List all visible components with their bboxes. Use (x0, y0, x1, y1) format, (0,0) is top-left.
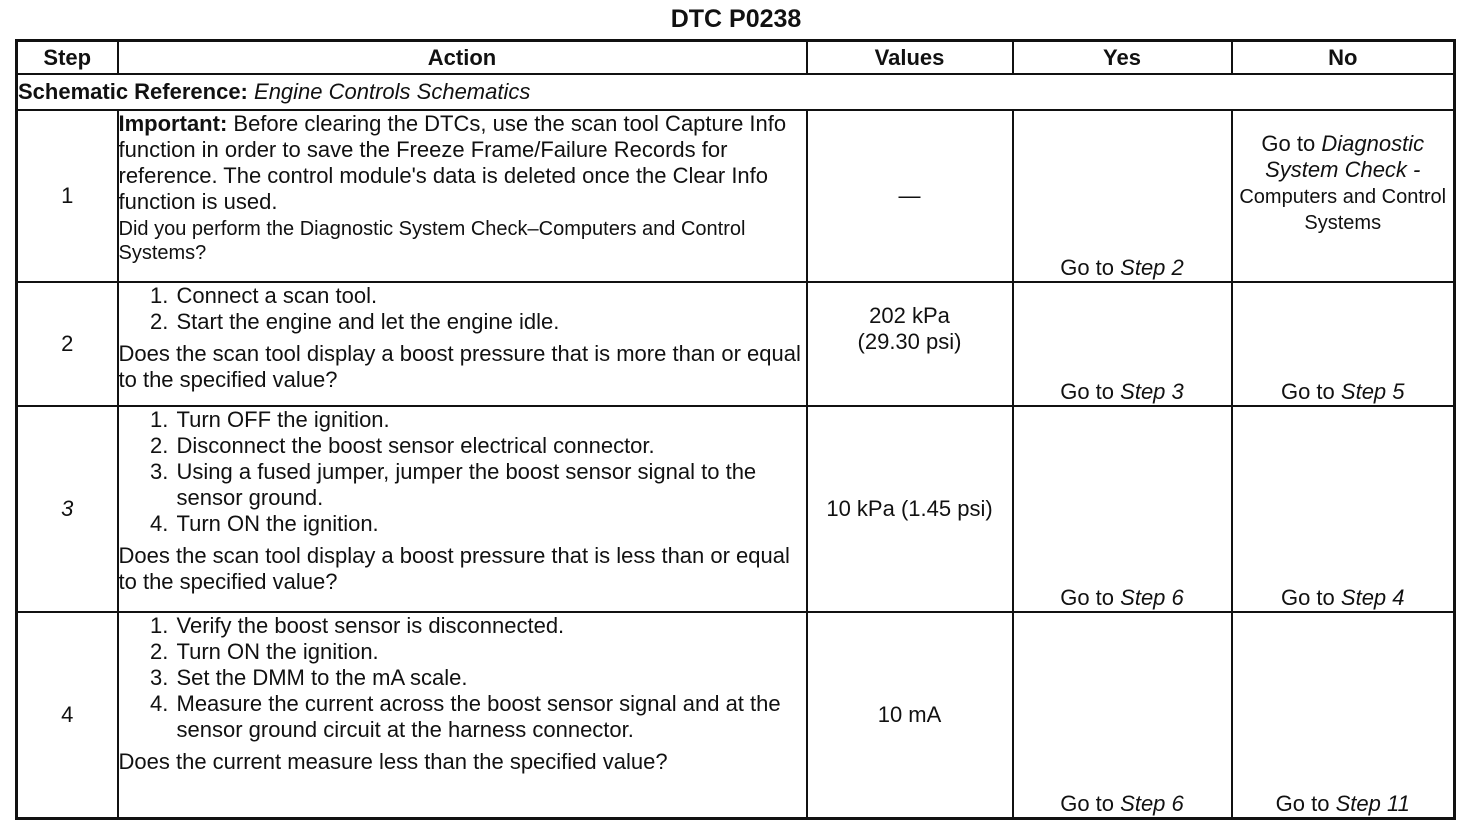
no-prefix: Go to (1261, 131, 1316, 156)
yes-link[interactable]: Step 6 (1120, 585, 1184, 610)
schematic-reference (17, 74, 1455, 110)
procedure-list (119, 613, 806, 743)
question: Does the scan tool display a boost pressure that is more than or equal to the specified value? (118, 341, 801, 392)
list-item: 2. Start the engine and let the engine idle. (175, 309, 806, 335)
values-cell: 10 kPa (1.45 psi) (807, 406, 1013, 612)
list-item: 2. Turn ON the ignition. (175, 639, 806, 665)
diagnostic-table (15, 39, 1456, 820)
list-item: 4. Measure the current across the boost sensor signal and at the sensor ground circuit at the harness connector. (175, 691, 806, 743)
values-cell: — (807, 110, 1013, 282)
yes-link[interactable]: Step 3 (1120, 379, 1184, 404)
values-cell: 10 mA (807, 612, 1013, 818)
yes-cell[interactable] (1013, 110, 1232, 282)
schematic-label: Schematic Reference: (18, 79, 248, 104)
no-prefix: Go to (1280, 585, 1335, 610)
yes-link[interactable]: Step 6 (1120, 790, 1184, 816)
question: Does the scan tool display a boost pressure that is less than or equal to the specified value? (118, 543, 790, 594)
important-note (119, 111, 806, 215)
schematic-link[interactable]: Engine Controls Schematics (254, 79, 531, 104)
step-number: 1 (17, 110, 118, 282)
step-number: 3 (17, 406, 118, 612)
yes-prefix: Go to (1060, 255, 1115, 280)
action-cell (118, 282, 807, 406)
no-link[interactable]: Step 5 (1340, 379, 1405, 404)
values-cell (807, 282, 1013, 406)
table-row (17, 110, 1455, 282)
action-cell (118, 612, 807, 818)
important-text: Before clearing the DTCs, use the scan tool Capture Info function in order to save the Freeze Frame/Failure Records for reference. The control module's data is deleted once the Clear Info function is used. (118, 111, 787, 214)
no-link[interactable]: Step 11 (1335, 790, 1410, 816)
no-cell[interactable] (1232, 612, 1455, 818)
header-row (17, 41, 1455, 75)
step-number: 4 (17, 612, 118, 818)
table-row (17, 282, 1455, 406)
no-link[interactable]: Step 4 (1340, 585, 1405, 610)
procedure-list (119, 283, 806, 335)
value-line: 202 kPa (869, 303, 950, 328)
list-item: 4. Turn ON the ignition. (175, 511, 806, 537)
no-cell[interactable] (1232, 110, 1455, 282)
yes-cell[interactable] (1013, 612, 1232, 818)
header-step: Step (17, 41, 118, 75)
yes-prefix: Go to (1060, 585, 1115, 610)
value-line: (29.30 psi) (857, 329, 962, 354)
important-label: Important: (118, 111, 228, 136)
table-row (17, 406, 1455, 612)
header-values: Values (807, 41, 1013, 75)
header-yes: Yes (1013, 41, 1232, 75)
list-item: 1. Turn OFF the ignition. (175, 407, 806, 433)
yes-cell[interactable] (1013, 282, 1232, 406)
no-suffix: Computers and Control Systems (1239, 186, 1447, 234)
header-action: Action (118, 41, 807, 75)
table-row (17, 612, 1455, 818)
no-prefix: Go to (1275, 790, 1330, 816)
procedure-list (119, 407, 806, 537)
page-title: DTC P0238 (670, 5, 802, 33)
schematic-row (17, 74, 1455, 110)
action-cell (118, 406, 807, 612)
list-item: 2. Disconnect the boost sensor electrical connector. (175, 433, 806, 459)
question: Did you perform the Diagnostic System Check–Computers and Control Systems? (118, 218, 746, 264)
yes-link[interactable]: Step 2 (1120, 255, 1184, 280)
header-no: No (1232, 41, 1455, 75)
action-cell (118, 110, 807, 282)
list-item: 3. Using a fused jumper, jumper the boost sensor signal to the sensor ground. (175, 459, 806, 511)
list-item: 1. Connect a scan tool. (175, 283, 806, 309)
no-link[interactable]: Diagnostic System Check - (1265, 131, 1425, 182)
no-prefix: Go to (1280, 379, 1335, 404)
step-number: 2 (17, 282, 118, 406)
no-cell[interactable] (1232, 282, 1455, 406)
list-item: 1. Verify the boost sensor is disconnected. (175, 613, 806, 639)
question: Does the current measure less than the specified value? (118, 749, 668, 774)
yes-prefix: Go to (1060, 379, 1115, 404)
no-cell[interactable] (1232, 406, 1455, 612)
yes-prefix: Go to (1060, 790, 1115, 816)
list-item: 3. Set the DMM to the mA scale. (175, 665, 806, 691)
yes-cell[interactable] (1013, 406, 1232, 612)
